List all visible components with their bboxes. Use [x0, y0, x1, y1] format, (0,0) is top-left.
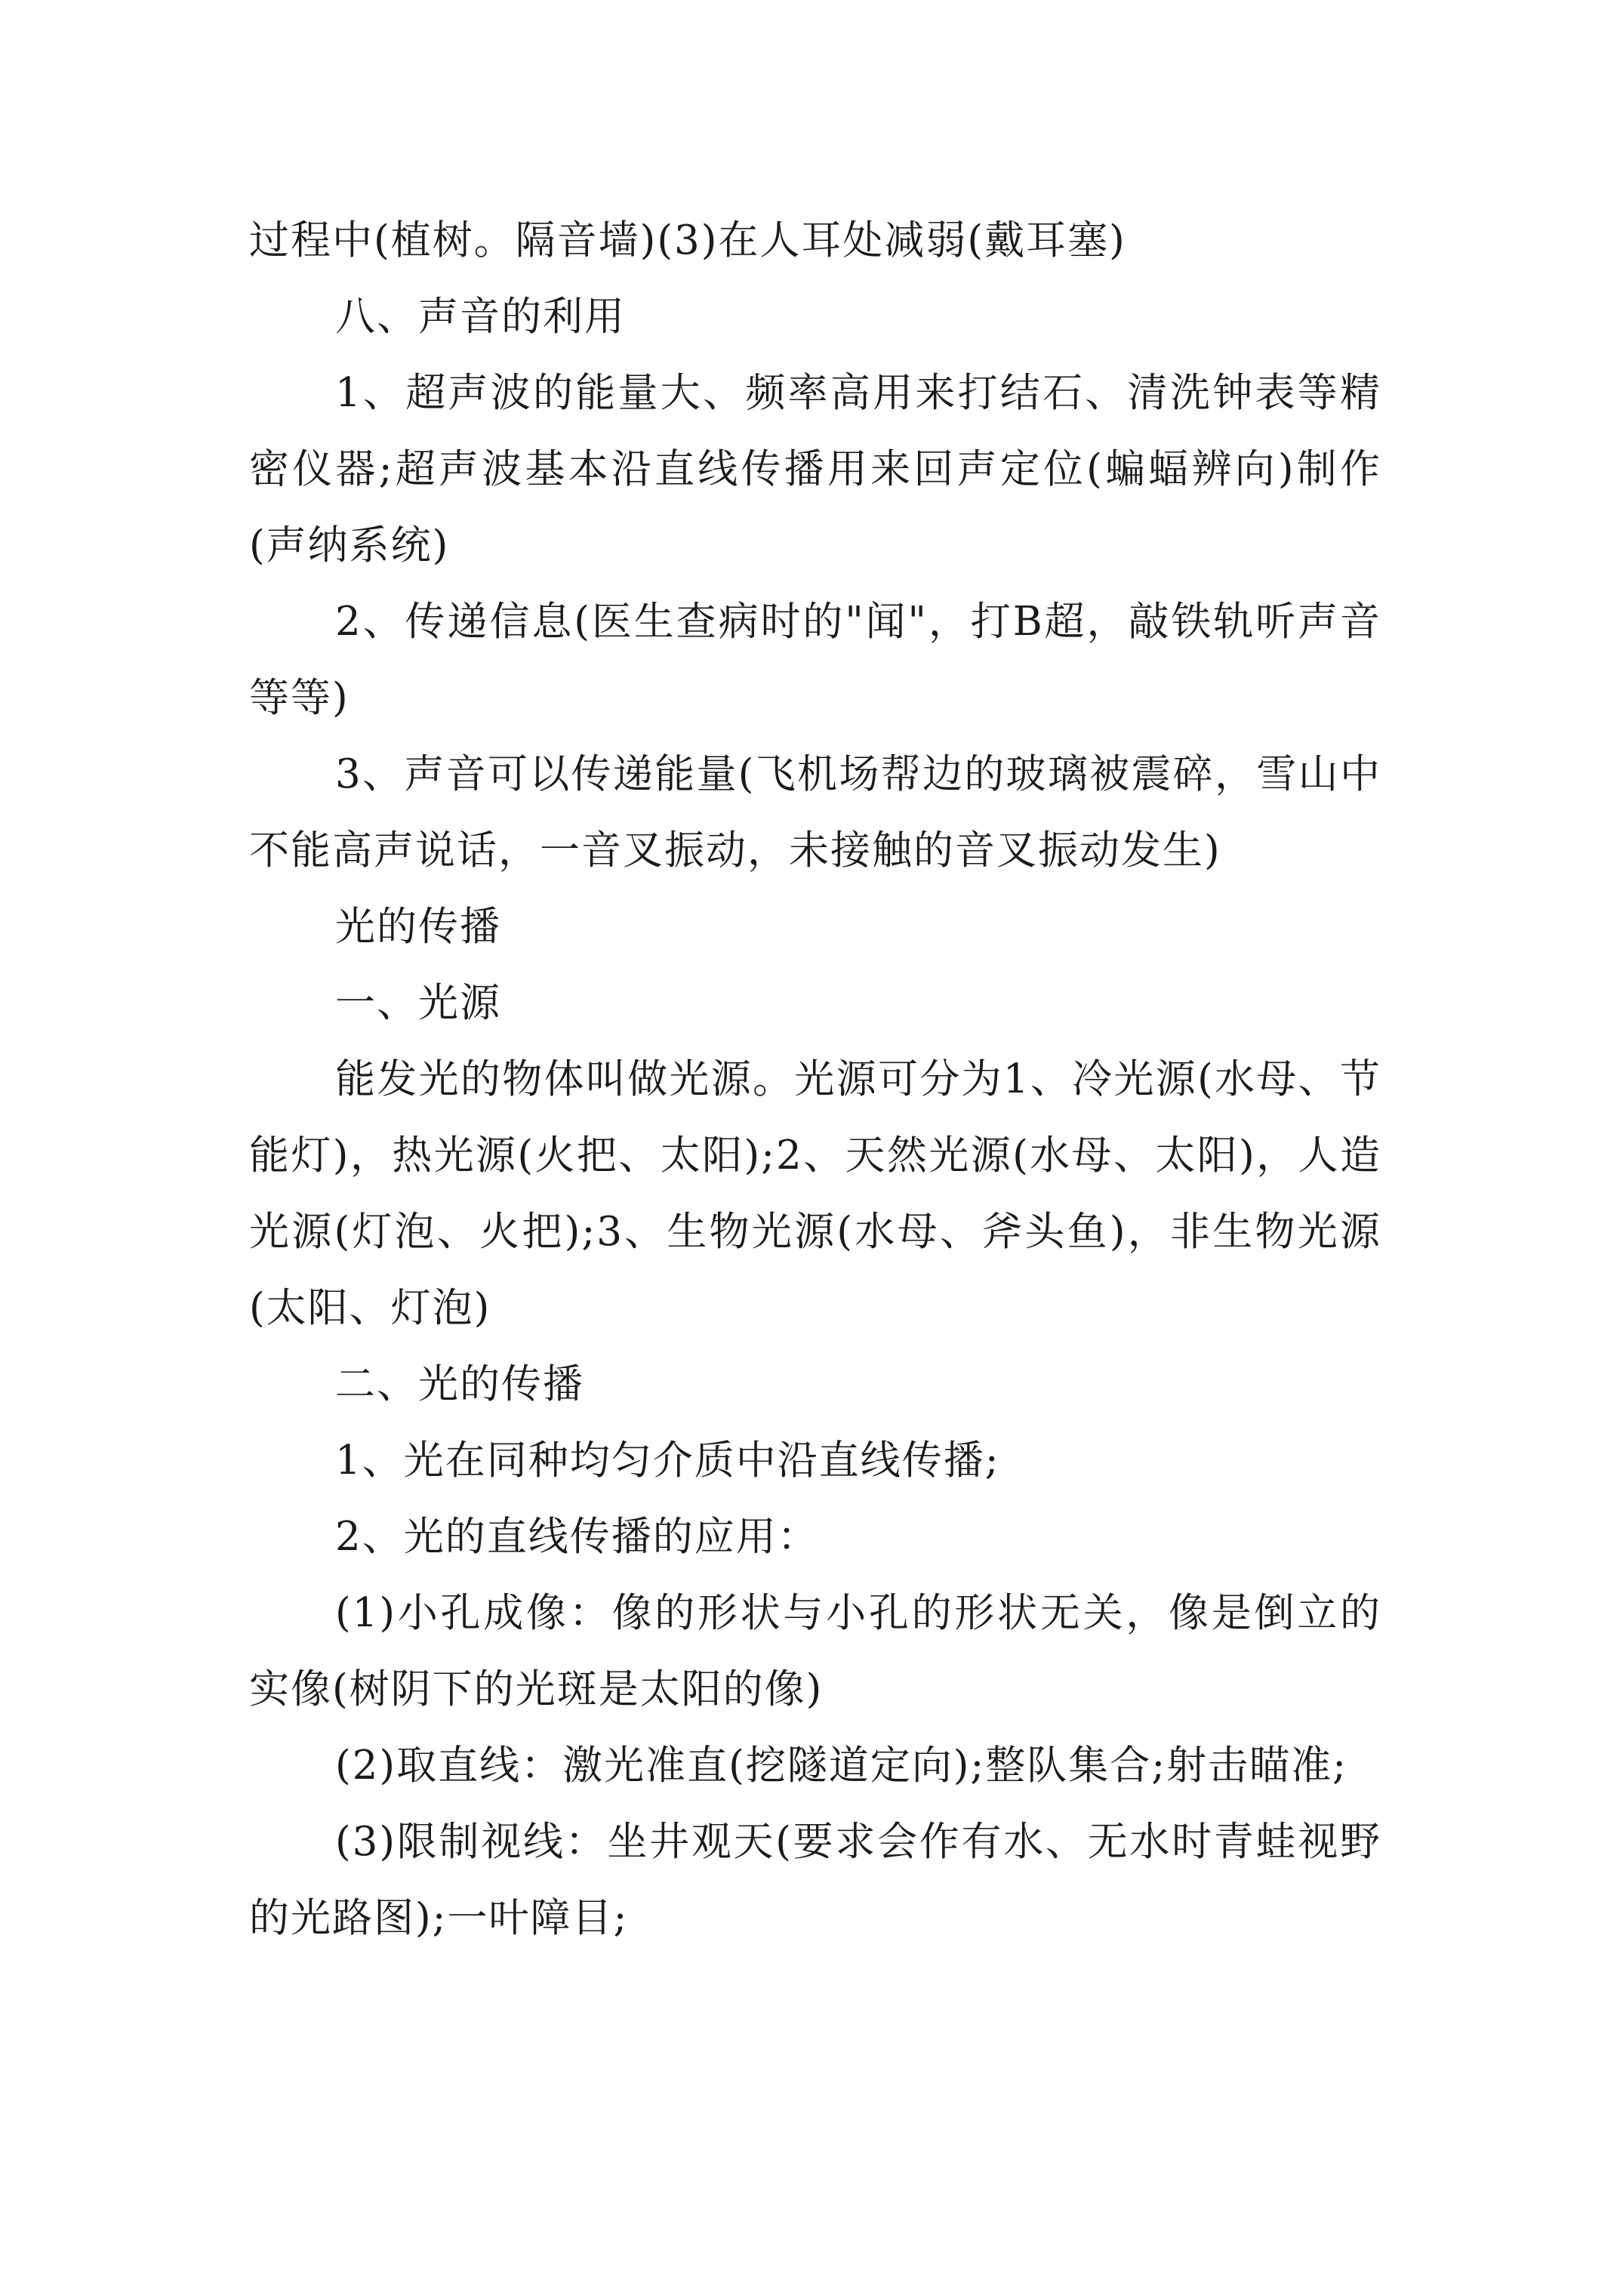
paragraph-transmit-energy: 3、声音可以传递能量(飞机场帮边的玻璃被震碎，雪山中不能高声说话，一音叉振动，未接触的音叉振动发生) — [249, 751, 1381, 874]
paragraph-ultrasound: 1、超声波的能量大、频率高用来打结石、清洗钟表等精密仪器;超声波基本沿直线传播用来回声定位(蝙蝠辨向)制作(声纳系统) — [249, 370, 1381, 569]
paragraph-straight-line: 1、光在同种均匀介质中沿直线传播; — [335, 1438, 1000, 1484]
document-page — [249, 202, 1381, 1956]
heading-light-source: 一、光源 — [335, 980, 501, 1026]
heading-sound-usage: 八、声音的利用 — [335, 294, 626, 340]
paragraph-limit-vision: (3)限制视线：坐井观天(要求会作有水、无水时青蛙视野的光路图);一叶障目; — [249, 1819, 1381, 1941]
paragraph-pinhole-imaging: (1)小孔成像：像的形状与小孔的形状无关，像是倒立的实像(树阴下的光斑是太阳的像) — [249, 1590, 1381, 1712]
heading-propagation-of-light: 二、光的传播 — [335, 1361, 584, 1407]
paragraph-noise-reduction-cont: 过程中(植树。隔音墙)(3)在人耳处减弱(戴耳塞) — [249, 217, 1126, 264]
paragraph-transmit-information: 2、传递信息(医生查病时的"闻"，打B超，敲铁轨听声音等等) — [249, 599, 1381, 721]
paragraph-light-source-types: 能发光的物体叫做光源。光源可分为1、冷光源(水母、节能灯)，热光源(火把、太阳);2、天然光源(水母、太阳)，人造光源(灯泡、火把);3、生物光源(水母、斧头鱼)，非生物光源(太阳、灯泡) — [249, 1056, 1381, 1331]
heading-light-propagation: 光的传播 — [335, 904, 501, 950]
paragraph-applications: 2、光的直线传播的应用： — [335, 1514, 819, 1560]
paragraph-straight-alignment: (2)取直线：激光准直(挖隧道定向);整队集合;射击瞄准; — [335, 1743, 1347, 1789]
